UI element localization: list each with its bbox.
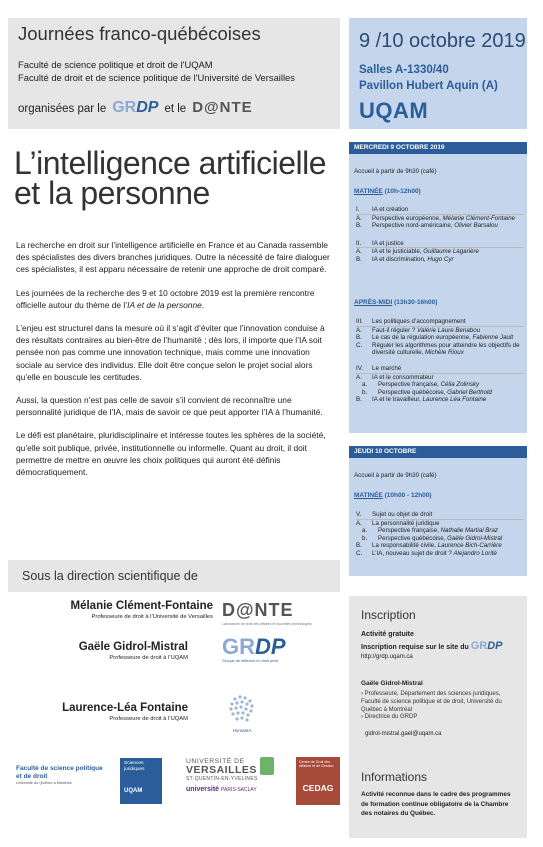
section-ii: II. IA et justice A. IA et le justiciable, Guillaume Lagarière B. IA et discrimination, Hugo Cyr: [356, 240, 524, 264]
director-name: Gaële Gidrol-Mistral: [78, 641, 188, 653]
day2-header-text: JEUDI 10 OCTOBRE: [354, 448, 417, 455]
day1-welcome: Accueil à partir de 9h30 (café): [354, 168, 437, 175]
body-paragraph-2: Les journées de la recherche des 9 et 10 octobre 2019 est la première rencontre officielle autour du thème de l’IA et de la personne.: [16, 287, 315, 310]
organized-and: et le: [164, 103, 187, 115]
versailles-logo: UNIVERSITÉ DE VERSAILLES ST-QUENTIN-EN-YVELINES université PARIS-SACLAY: [186, 758, 258, 793]
director-name: Mélanie Clément-Fontaine: [70, 600, 213, 612]
contact-director: › Directrice du GRDP: [361, 714, 418, 721]
body-paragraph-4: Aussi, la question n’est pas celle de savoir s’il convient de reconnaître une personnalité juridique de l’IA, mais de savoir ce que peut apporter l’IA à l’humanité.: [16, 395, 323, 418]
dante-logo-large: D@NTE Laboratoire de droit des affaires et nouvelles technologies: [222, 600, 312, 626]
day2-matinee: MATINÉE (10h00 - 12h00): [354, 492, 432, 499]
director-1: [8, 600, 213, 620]
humania-head-icon: [225, 693, 259, 725]
director-role: Professeure de droit à l’UQAM: [109, 655, 188, 661]
event-series-title: Journées franco-québécoises: [18, 23, 261, 44]
contact-details: [361, 691, 521, 722]
day1-apres-midi: APRÈS-MIDI (13h30-16h00): [354, 299, 438, 306]
section-iii: III. Les politiques d’accompagnement A. Faut-il réguler ? Valérie Laure Benabou B. Le cas de la régulation européenne, Fabienne Jault C. Réguler les algorithmes pour atteindre les objectifs de diversité culturelle, Michèle Rioux: [356, 318, 524, 357]
organized-prefix: organisées par le: [18, 103, 107, 115]
director-role: Professeure de droit à l’UQAM: [109, 716, 188, 722]
event-dates: 9 /10 octobre 2019: [359, 30, 526, 52]
cedag-logo: Centre de Droit des Affaires et de Gestion CEDAG: [296, 757, 340, 805]
organized-line: [18, 99, 253, 117]
director-2: [8, 641, 188, 661]
fsp-logo: Faculté de science politique et de droit Université du Québec à Montréal: [16, 765, 103, 785]
day1-header-text: MERCREDI 9 OCTOBRE 2019: [354, 144, 445, 151]
humania-logo: HumanIA: [222, 693, 262, 733]
event-rooms: Salles A-1330/40: [359, 64, 449, 76]
event-pavilion: Pavillon Hubert Aquin (A): [359, 80, 498, 92]
contact-email[interactable]: gidrol-mistral.gael@uqam.ca: [365, 731, 442, 737]
inscription-required: Inscription requise sur le site du GRDP: [361, 640, 503, 652]
day2-header: [349, 446, 527, 458]
event-info-box: [349, 18, 527, 129]
header-box: [8, 18, 340, 129]
versailles-emblem-icon: [260, 757, 274, 775]
inscription-title: Inscription: [361, 608, 416, 622]
grdp-logo: GRDP: [112, 99, 159, 116]
body-paragraph-1: La recherche en droit sur l’intelligence artificielle en France et au Canada rassemble des spécialistes des divers branches juridiques. Outre la nécessité de faire dialoguer ces spécialistes, il est apparu nécessaire de retenir une approche de droit comparé.: [16, 240, 330, 275]
body-paragraph-3: L’enjeu est structurel dans la mesure où il s’agit d’éviter que l’innovation conduise à des résultats contraires au bien-être de l’humanité ; dès lors, il importe que l’IA soit pensée non pas comme une innovation technique, mais comme une innovation sociale au service des individus. Elle doit être conçue selon le projet social alors qu’elle en bouscule les certitudes.: [16, 323, 325, 382]
direction-heading-box: [8, 560, 340, 592]
section-iv: IV. Le marché A. IA et le consommateur a. Perspective française, Célia Zolinsky b. Perspective québécoise, Gabriel Berthold B. IA et le travailleur, Laurence Léa Fontaine: [356, 365, 524, 404]
uqam-logo: UQAM: [359, 98, 429, 123]
faculty-uqam: Faculté de science politique et droit de l'UQAM: [18, 59, 213, 70]
contact-name: Gaële Gidrol-Mistral: [361, 680, 423, 687]
sciences-juridiques-logo: Sciences juridiques UQAM: [120, 758, 162, 804]
direction-heading: Sous la direction scientifique de: [22, 569, 198, 583]
informations-title: Informations: [361, 770, 428, 784]
director-role: Professeure de droit à l’Université de Versailles: [91, 614, 213, 620]
inscription-url[interactable]: http://grdp.uqam.ca: [361, 654, 413, 660]
day1-matinee: MATINÉE (10h-12h00): [354, 188, 421, 195]
inscription-free: Activité gratuite: [361, 631, 414, 638]
contact-role: › Professeure, Département des sciences juridiques, Faculté de science politique et de droit, Université du Québec à Montréal: [361, 691, 502, 713]
day2-program: V. Sujet ou objet de droit A. La personnalité juridique a. Perspective française, Nathalie Martial Braz b. Perspective québécoise, Gaële Gidrol-Mistral B. La responsabilité civile, Laurence Bich-Carrière C. L’IA, nouveau sujet de droit ? Alejandro Lorité: [356, 511, 524, 558]
main-title-line2: et la personne: [14, 175, 210, 211]
body-paragraph-5: Le défi est planétaire, pluridisciplinaire et intéresse toutes les sphères de la société, qu’elle soit publique, privée, institutionnelle ou informelle. Quant au droit, il doit permettre de mettre en œuvre les choix politiques qui auront été définis démocratiquement.: [16, 430, 326, 478]
section-i: I. IA et création A. Perspective européenne, Mélanie Clément-Fontaine B. Perspective nord-américaine, Olivier Barsalou: [356, 206, 524, 230]
main-title: [14, 145, 327, 211]
faculty-versailles: Faculté de droit et de science politique de l'Université de Versailles: [18, 72, 295, 83]
director-3: [8, 702, 188, 722]
day1-am-program: [356, 206, 524, 264]
grdp-inline-logo: GRDP: [470, 640, 503, 652]
day1-header: [349, 142, 527, 154]
director-name: Laurence-Léa Fontaine: [62, 702, 188, 714]
informations-text: Activité reconnue dans le cadre des programmes de formation continue obligatoire de la Chambre des notaires du Québec.: [361, 791, 511, 817]
dante-logo: D@NTE: [192, 99, 253, 116]
day1-pm-program: [356, 318, 524, 404]
body-text: [16, 239, 338, 478]
grdp-logo-large: GRDP Groupe de réflexion en droit privé: [222, 634, 286, 663]
day2-welcome: Accueil à partir de 9h30 (café): [354, 472, 437, 479]
main-title-line1: L’intelligence artificielle: [14, 145, 327, 181]
